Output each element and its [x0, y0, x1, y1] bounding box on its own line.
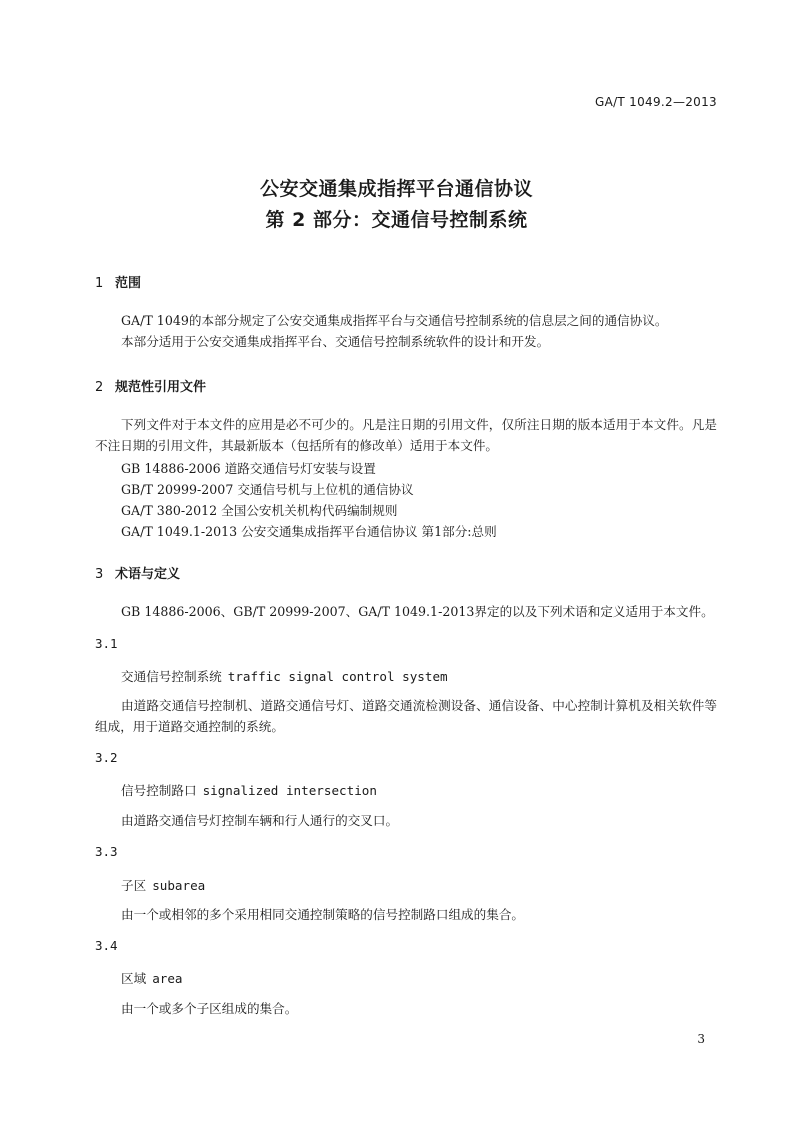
clause-number: 3.3 — [95, 844, 118, 859]
reference-item: GB/T 20999-2007 交通信号机与上位机的通信协议 — [121, 482, 414, 497]
term-heading — [121, 666, 448, 685]
term-heading — [121, 968, 183, 987]
section-3-heading — [95, 563, 180, 582]
term-chinese: 信号控制路口 — [121, 783, 197, 798]
section-title: 规范性引用文件 — [115, 380, 207, 395]
term-chinese: 子区 — [121, 878, 147, 893]
term-definition — [95, 999, 717, 1020]
term-english: traffic signal control system — [227, 669, 448, 684]
reference-item: GA/T 1049.1-2013 公安交通集成指挥平台通信协议 第1部分:总则 — [121, 524, 497, 539]
standard-code: GA/T 1049.2—2013 — [594, 95, 717, 109]
term-heading — [121, 875, 205, 894]
clause-number: 3.2 — [95, 750, 118, 765]
term-definition — [95, 905, 717, 926]
section-3-body — [95, 602, 717, 623]
reference-item: GA/T 380-2012 全国公安机关机构代码编制规则 — [121, 503, 398, 518]
document-title: 公安交通集成指挥平台通信协议 — [259, 178, 533, 200]
paragraph: 由道路交通信号控制机、道路交通信号灯、道路交通流检测设备、通信设备、中心控制计算机及相关软件等组成，用于道路交通控制的系统。 — [95, 698, 717, 734]
term-definition — [95, 696, 717, 737]
page-number: 3 — [697, 1032, 705, 1046]
paragraph: 本部分适用于公安交通集成指挥平台、交通信号控制系统软件的设计和开发。 — [121, 333, 550, 349]
paragraph: GA/T 1049的本部分规定了公安交通集成指挥平台与交通信号控制系统的信息层之间的通信协议。 — [121, 313, 668, 328]
term-definition — [95, 811, 717, 832]
section-number: 3 — [95, 567, 104, 582]
section-1-heading — [95, 272, 141, 291]
term-english: signalized intersection — [202, 783, 377, 798]
term-chinese: 区域 — [121, 971, 147, 986]
section-2-body — [95, 415, 717, 456]
term-heading — [121, 780, 377, 799]
paragraph: 下列文件对于本文件的应用是必不可少的。凡是注日期的引用文件，仅所注日期的版本适用于本文件。凡是不注日期的引用文件，其最新版本（包括所有的修改单）适用于本文件。 — [95, 417, 717, 453]
section-number: 2 — [95, 380, 104, 395]
reference-item: GB 14886-2006 道路交通信号灯安装与设置 — [121, 461, 376, 476]
paragraph: 由一个或多个子区组成的集合。 — [121, 1001, 298, 1016]
term-english: area — [152, 971, 183, 986]
section-1-body — [95, 311, 717, 352]
section-title: 术语与定义 — [115, 567, 181, 582]
paragraph: 由一个或相邻的多个采用相同交通控制策略的信号控制路口组成的集合。 — [121, 907, 524, 922]
clause-number: 3.4 — [95, 938, 118, 953]
section-number: 1 — [95, 276, 104, 291]
clause-number: 3.1 — [95, 636, 118, 651]
paragraph: 由道路交通信号灯控制车辆和行人通行的交叉口。 — [121, 813, 399, 828]
section-2-heading — [95, 376, 206, 395]
document-subtitle: 第 2 部分：交通信号控制系统 — [265, 209, 528, 231]
term-english: subarea — [152, 878, 206, 893]
section-title: 范围 — [115, 276, 142, 291]
paragraph: GB 14886-2006、GB/T 20999-2007、GA/T 1049.1-2013界定的以及下列术语和定义适用于本文件。 — [121, 604, 714, 619]
term-chinese: 交通信号控制系统 — [121, 669, 222, 684]
